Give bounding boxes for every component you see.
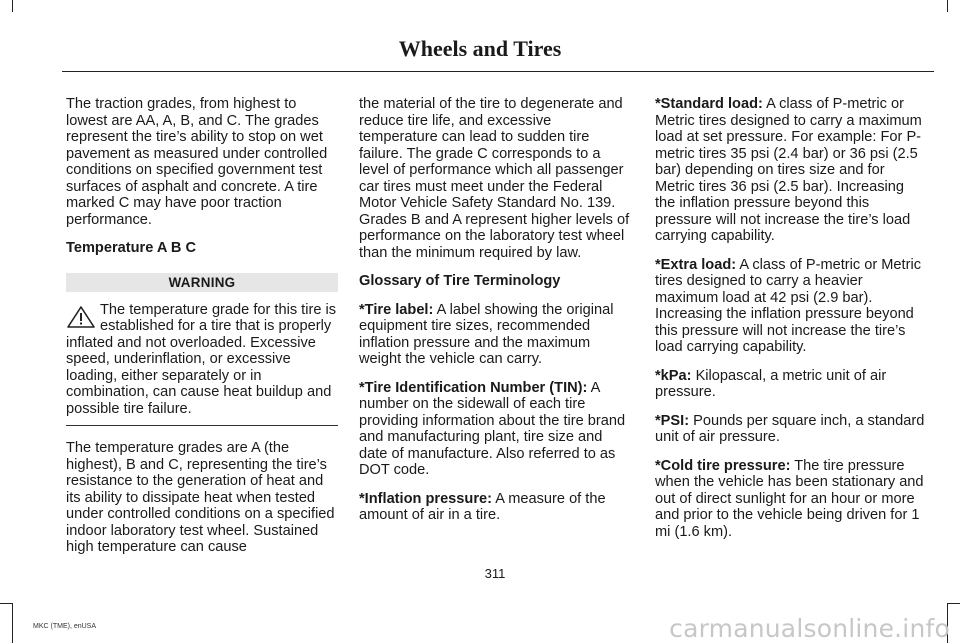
glossary-entry — [655, 368, 927, 401]
glossary-definition: Pounds per square inch, a standard unit of air pressure. — [655, 412, 925, 445]
section-heading-temperature: Temperature A B C — [66, 240, 197, 256]
glossary-definition: Kilopascal, a metric unit of air pressure. — [655, 367, 887, 400]
header-rule — [62, 71, 934, 72]
section-heading-glossary: Glossary of Tire Terminology — [359, 273, 561, 289]
crop-mark — [0, 603, 12, 604]
glossary-term: *Inflation pressure: — [359, 490, 492, 507]
watermark: carmanualsonline.info — [669, 614, 950, 643]
warning-label: WARNING — [66, 273, 338, 292]
crop-mark — [947, 0, 948, 12]
glossary-entry — [655, 96, 927, 245]
warning-box — [66, 302, 338, 418]
glossary-definition: A number on the sidewall of each tire providing information about the tire brand and manufacturing plant, tire size and date of manufacture. Also referred to as DOT code. — [359, 379, 626, 478]
glossary-entry — [655, 257, 927, 356]
glossary-term: *Tire Identification Number (TIN): — [359, 379, 588, 396]
page-number: 311 — [484, 566, 506, 581]
footer-model-code: MKC (TME), enUSA — [33, 623, 97, 630]
warning-text: The temperature grade for this tire is established for a tire that is properly inflated and not overloaded. Excessive speed, underinflation, or excessive loading, either separately or in combination, can cause heat buildup and possible tire failure. — [66, 301, 337, 417]
glossary-entry — [655, 413, 927, 446]
glossary-definition: A label showing the original equipment tire sizes, recommended inflation pressure and the maximum weight the vehicle can carry. — [359, 301, 614, 367]
column-1 — [66, 96, 338, 568]
glossary-definition: The tire pressure when the vehicle has been stationary and out of direct sunlight for an hour or more and prior to the vehicle being driven for 1 mi (1.6 km). — [655, 457, 924, 540]
crop-mark — [12, 0, 13, 12]
glossary-definition: A class of P-metric or Metric tires designed to carry a heavier maximum load at 42 psi (2.9 bar). Increasing the inflation pressure beyond this pressure will not increase the tire’s load carrying capability. — [655, 256, 922, 355]
glossary-term: *Extra load: — [655, 256, 737, 273]
glossary-term: *Standard load: — [655, 96, 763, 112]
glossary-definition: A class of P-metric or Metric tires designed to carry a maximum load at set pressure. For example: For P-metric tires 35 psi (2.4 bar) or 36 psi (2.5 bar) depending on tires size and for Metric tires 36 psi (2.5 bar). Increasing the inflation pressure beyond this pressure will not increase the tire’s load carrying capability. — [655, 96, 922, 244]
page-title: Wheels and Tires — [398, 36, 562, 61]
paragraph-temperature-grades: The temperature grades are A (the highest), B and C, representing the tire’s resistance to the generation of heat and its ability to dissipate heat when tested under controlled conditions on a specified indoor laboratory test wheel. Sustained high temperature can cause — [66, 440, 335, 555]
glossary-term: *kPa: — [655, 367, 692, 384]
glossary-entry — [655, 458, 927, 541]
glossary-definition: A measure of the amount of air in a tire. — [359, 490, 606, 523]
glossary-term: *Tire label: — [359, 301, 434, 318]
crop-mark — [947, 603, 960, 604]
crop-mark — [12, 603, 13, 643]
glossary-term: *PSI: — [655, 412, 690, 429]
glossary-entry — [359, 302, 631, 368]
glossary-term: *Cold tire pressure: — [655, 457, 791, 474]
warning-rule — [66, 425, 338, 426]
glossary-entry — [359, 491, 631, 524]
paragraph-temperature-cont: the material of the tire to degenerate and reduce tire life, and excessive temperature can lead to sudden tire failure. The grade C corresponds to a level of performance which all passenger car tires must meet under the Federal Motor Vehicle Safety Standard No. 139. Grades B and A represent higher levels of performance on the laboratory test wheel than the minimum required by law. — [359, 96, 630, 261]
glossary-entry — [359, 380, 631, 479]
paragraph-traction: The traction grades, from highest to lowest are AA, A, B, and C. The grades represent the tire’s ability to stop on wet pavement as measured under controlled conditions on specified government test surfaces of asphalt and concrete. A tire marked C may have poor traction performance. — [66, 96, 328, 228]
warning-triangle-icon — [66, 305, 96, 329]
column-3 — [655, 96, 927, 552]
column-2 — [359, 96, 631, 536]
